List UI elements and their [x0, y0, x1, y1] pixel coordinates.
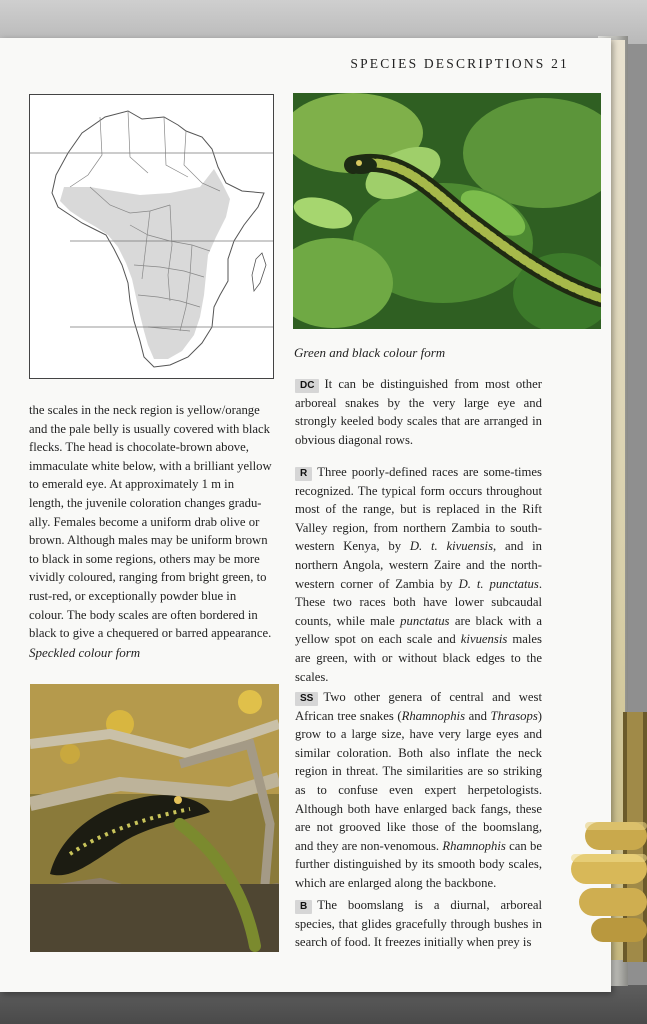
text-line: to black in some regions, others may be more	[29, 551, 260, 566]
section-ss-italic-1: Rhamnophis	[401, 708, 466, 723]
speckled-snake-photo	[30, 684, 279, 952]
section-r-italic-1: D. t. kivuensis	[409, 539, 494, 554]
section-ss-text-2: and	[465, 708, 491, 723]
section-r-text-3: . These two races both have lower subcaudal counts, while male	[295, 576, 542, 628]
text-line: black to give a chequered or barred appearance.	[29, 626, 272, 641]
caption-green-form: Green and black colour form	[294, 345, 446, 360]
section-ss-text-4: can be further distinguished by its smooth body scales, which are enlarged along the backbone.	[295, 838, 542, 890]
section-r-text-5: males are green, with or without black edges to the scales.	[295, 632, 542, 684]
left-column-text	[29, 401, 278, 643]
running-head: SPECIES DESCRIPTIONS 21	[350, 56, 569, 71]
caption-speckled-form: Speckled colour form	[29, 645, 141, 660]
section-r-text-2: , and in northern Angola, western Zaire and the north-western corner of Zambia by	[295, 539, 542, 591]
brass-page-holder	[565, 712, 647, 962]
section-dc-text: It can be distinguished from most other arboreal snakes by the very large eye and strongly keeled body scales that are arranged in obvious diagonal rows.	[295, 377, 542, 447]
text-line: brown. Although males may be uniform brown	[29, 533, 268, 548]
section-tag-b: B	[295, 900, 312, 914]
text-line: the scales in the neck region is yellow/orange	[29, 403, 260, 417]
section-tag-dc: DC	[295, 379, 319, 393]
text-line: rust-red, or exceptionally powder blue in	[29, 588, 237, 603]
section-dc	[295, 375, 542, 449]
text-line: to emerald eye. At approximately 1 m in	[29, 477, 235, 492]
section-r	[295, 463, 542, 686]
text-line: and the pale belly is usually covered with black	[29, 421, 270, 436]
distribution-map	[29, 94, 274, 379]
section-r-text-1: Three poorly-defined races are some-times recognized. The typical form occurs throughout most of the range, but is replaced in the Rift Valley region, from northern Zambia to south-western Kenya, by	[295, 465, 542, 554]
section-tag-r: R	[295, 467, 312, 481]
section-r-italic-3: punctatus	[400, 613, 450, 628]
section-r-text-4: are black with a yellow spot on each scale and	[295, 613, 542, 647]
section-b-text: The boomslang is a diurnal, arboreal species, that glides gracefully through bushes in search of food. It freezes initially when prey is	[295, 898, 542, 950]
section-ss	[295, 688, 542, 893]
section-r-italic-2: D. t. punctatus	[458, 576, 539, 591]
madagascar-outline	[252, 253, 266, 291]
africa-map-svg	[30, 95, 273, 378]
text-line: length, the juvenile coloration changes gradu-	[29, 495, 262, 510]
text-line: vividly coloured, ranging from bright green, to	[29, 570, 267, 585]
section-b	[295, 896, 542, 952]
section-ss-text-3: ) grow to a large size, have very large eyes and similar coloration. Both also inflate the neck region in threat. The similarities are so striking as to confuse even expert herpetologists. Although both have enlarged back fangs, these are not grooved like those of the boomslang, and they are non-venomous.	[295, 708, 542, 853]
section-ss-italic-2: Thrasops	[490, 708, 538, 723]
text-line: flecks. The head is chocolate-brown above,	[29, 440, 249, 455]
section-ss-text-1: Two other genera of central and west African tree snakes (	[295, 690, 542, 723]
text-line: ally. Females become a uniform drab olive or	[29, 514, 260, 529]
text-line: immaculate white below, with a brilliant yellow	[29, 458, 272, 473]
green-black-snake-photo	[293, 93, 601, 329]
section-r-italic-4: kivuensis	[460, 632, 508, 647]
section-tag-ss: SS	[295, 692, 318, 706]
text-line: colour. The body scales are often bordered in	[29, 607, 258, 622]
section-ss-italic-3: Rhamnophis	[442, 838, 506, 853]
